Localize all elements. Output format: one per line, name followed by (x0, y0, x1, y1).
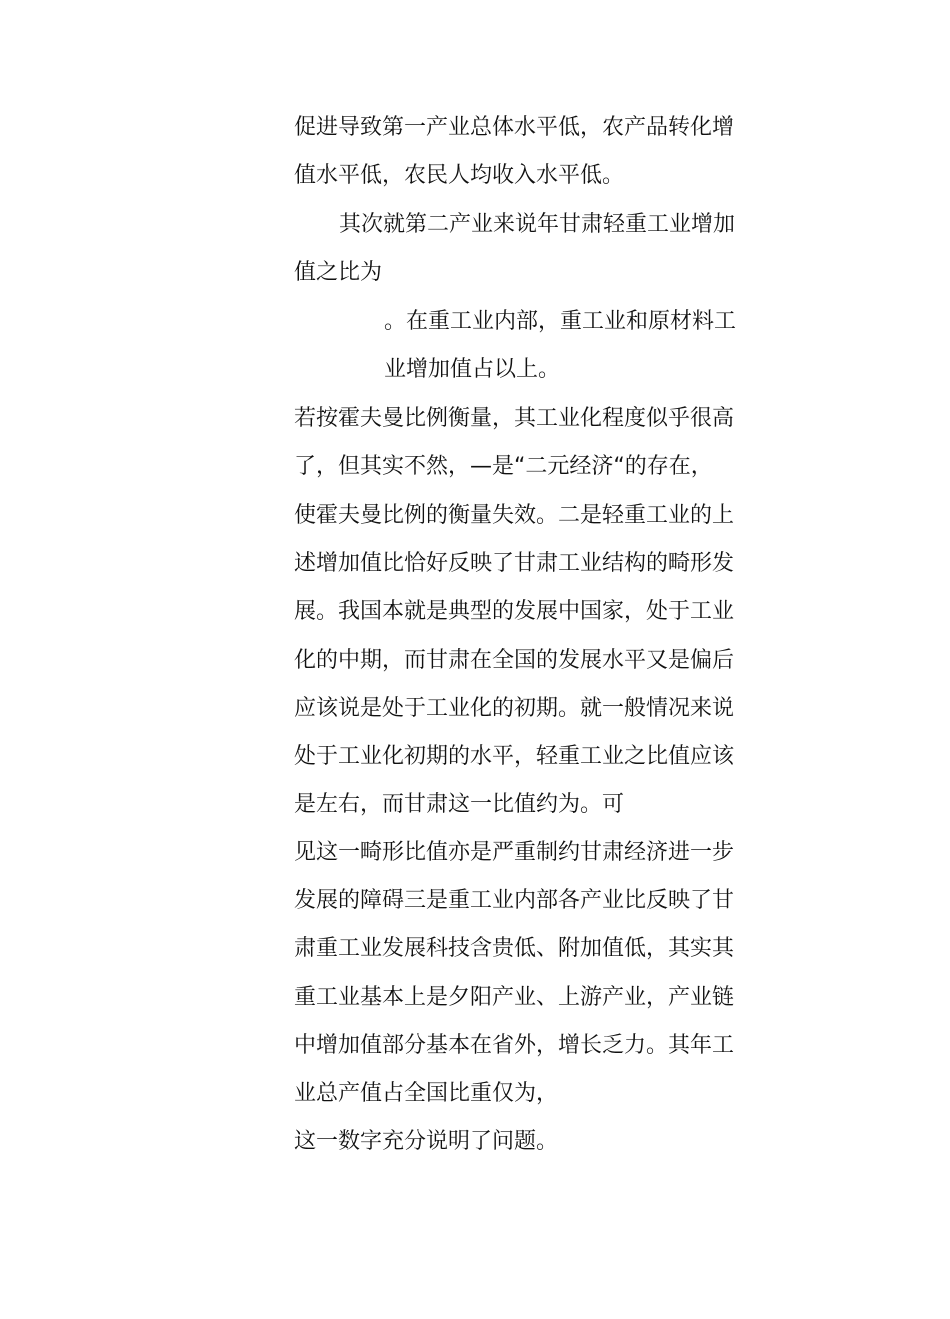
text-line: 处于工业化初期的水平，轻重工业之比值应该 (294, 744, 735, 769)
text-line: 肃重工业发展科技含贵低、附加值低，其实其 (294, 936, 735, 961)
text-line: 发展的障碍三是重工业内部各产业比反映了甘 (294, 888, 735, 913)
text-line: 值之比为 (294, 260, 383, 285)
text-line: 值水平低，农民人均收入水平低。 (294, 163, 625, 188)
text-line: 化的中期，而甘肃在全国的发展水平又是偏后 (294, 648, 735, 673)
text-line: 。在重工业内部，重工业和原材料工 (384, 309, 737, 334)
text-line: 重工业基本上是夕阳产业、上游产业，产业链 (294, 985, 735, 1010)
text-line: 业增加值占以上。 (384, 357, 561, 382)
text-line: 是左右，而甘肃这一比值约为。可 (294, 792, 625, 817)
text-line: 了，但其实不然，—是“二元经济“的存在， (294, 454, 713, 479)
text-line: 这一数字充分说明了问题。 (294, 1129, 559, 1154)
text-line: 其次就第二产业来说年甘肃轻重工业增加 (339, 212, 736, 237)
text-line: 见这一畸形比值亦是严重制约甘肃经济进一步 (294, 840, 735, 865)
text-line: 中增加值部分基本在省外，增长乏力。其年工 (294, 1033, 735, 1058)
text-line: 应该说是处于工业化的初期。就一般情况来说 (294, 696, 735, 721)
text-line: 业总产值占全国比重仅为， (294, 1081, 559, 1106)
text-line: 促进导致第一产业总体水平低，农产品转化增 (294, 115, 735, 140)
text-line: 使霍夫曼比例的衡量失效。二是轻重工业的上 (294, 503, 735, 528)
text-line: 展。我国本就是典型的发展中国家，处于工业 (294, 599, 735, 624)
text-line: 若按霍夫曼比例衡量，其工业化程度似乎很高 (294, 406, 735, 431)
text-line: 述增加值比恰好反映了甘肃工业结构的畸形发 (294, 551, 735, 576)
